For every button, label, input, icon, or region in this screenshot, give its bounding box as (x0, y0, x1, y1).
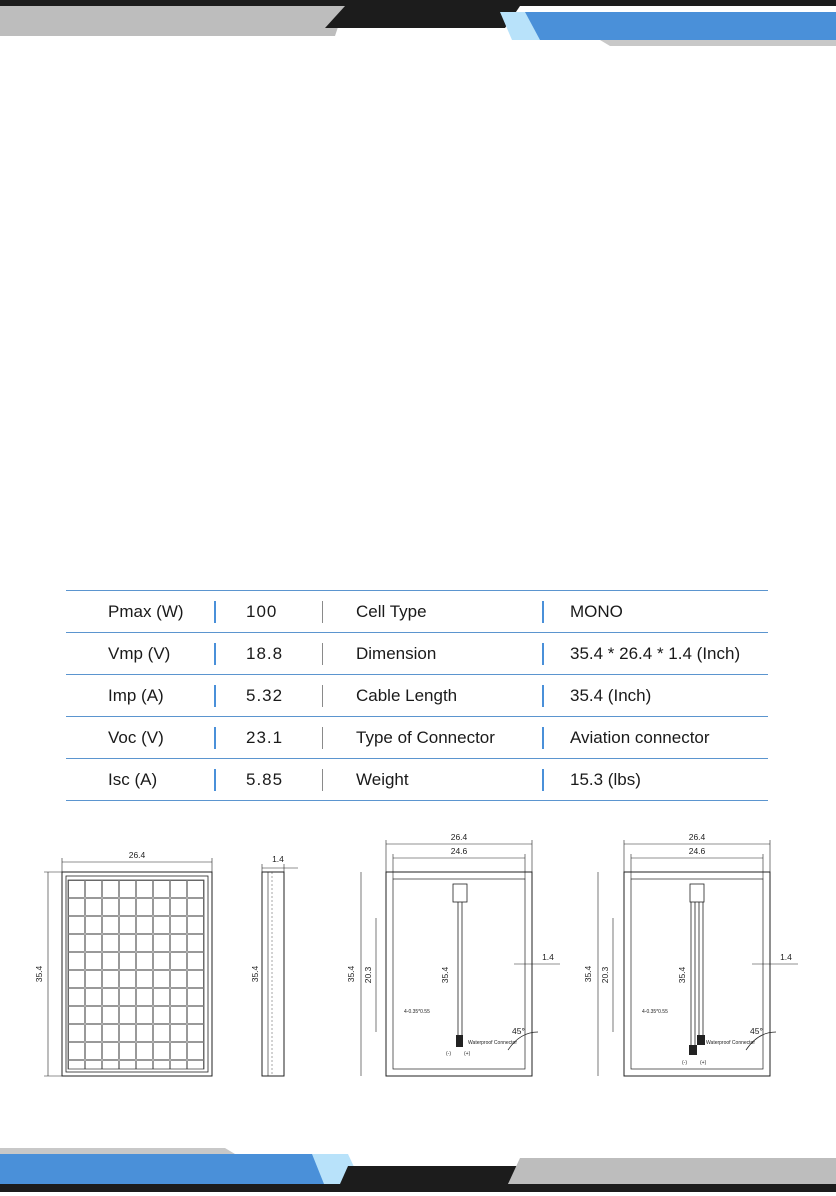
front-view-drawing (34, 850, 212, 1076)
back1-junction-label: Waterproof Connector (468, 1040, 518, 1046)
spec-value: 5.32 (246, 686, 284, 705)
back-view-dual-cable-drawing (583, 832, 798, 1076)
column-divider (214, 601, 216, 623)
spec-label: Pmax (W) (108, 602, 184, 621)
spec-row-voc (66, 716, 768, 758)
column-divider (322, 601, 323, 623)
back1-holes-label: 4-0.35*0.55 (404, 1009, 430, 1015)
back2-hole-span-label: 20.3 (600, 966, 610, 984)
back1-cable-length-label: 35.4 (440, 966, 450, 984)
back1-angle-label: 45° (512, 1026, 525, 1036)
back2-minus-label: (-) (682, 1060, 687, 1066)
back1-minus-label: (-) (446, 1051, 451, 1057)
column-divider (542, 769, 544, 791)
column-divider (542, 601, 544, 623)
spec-label: Imp (A) (108, 686, 164, 705)
back2-angle-label: 45° (750, 1026, 763, 1036)
back2-plus-label: (+) (700, 1060, 707, 1066)
top-decorative-band (0, 0, 836, 50)
spec-value: 15.3 (lbs) (570, 770, 641, 789)
spec-label: Isc (A) (108, 770, 158, 789)
column-divider (214, 727, 216, 749)
technical-drawings (0, 820, 836, 1090)
column-divider (214, 643, 216, 665)
spec-label: Cell Type (356, 602, 427, 621)
bottom-decorative-band (0, 1144, 836, 1196)
back1-plus-label: (+) (464, 1051, 471, 1057)
back1-height-label: 35.4 (346, 965, 356, 983)
column-divider (322, 643, 323, 665)
spec-value: 35.4 * 26.4 * 1.4 (Inch) (570, 644, 741, 663)
column-divider (542, 727, 544, 749)
side-thickness-label: 1.4 (272, 854, 284, 864)
back1-width-label: 26.4 (450, 832, 468, 842)
spec-label: Vmp (V) (108, 644, 171, 663)
column-divider (322, 769, 323, 791)
column-divider (542, 643, 544, 665)
back1-hole-span-label: 20.3 (363, 966, 373, 984)
back2-junction-label: Waterproof Connector (706, 1040, 756, 1046)
side-height-label: 35.4 (250, 965, 260, 983)
column-divider (214, 769, 216, 791)
spec-label: Voc (V) (108, 728, 164, 747)
back1-inner-width-label: 24.6 (450, 846, 468, 856)
spec-label: Type of Connector (356, 728, 495, 747)
spec-row-pmax (66, 590, 768, 632)
spec-value: Aviation connector (570, 728, 710, 747)
front-width-label: 26.4 (128, 850, 146, 860)
spec-value: 35.4 (Inch) (570, 686, 652, 705)
spec-label: Weight (356, 770, 409, 789)
spec-value: 5.85 (246, 770, 284, 789)
spec-value: 100 (246, 602, 278, 621)
spec-table (66, 590, 768, 801)
spec-label: Dimension (356, 644, 437, 663)
spec-value: MONO (570, 602, 623, 621)
column-divider (214, 685, 216, 707)
back2-width-label: 26.4 (688, 832, 706, 842)
column-divider (542, 685, 544, 707)
back2-frame-label: 1.4 (780, 952, 792, 962)
back1-frame-label: 1.4 (542, 952, 554, 962)
back-view-single-cable-drawing (346, 832, 560, 1076)
spec-value: 18.8 (246, 644, 284, 663)
back2-holes-label: 4-0.35*0.55 (642, 1009, 668, 1015)
spec-value: 23.1 (246, 728, 284, 747)
column-divider (322, 727, 323, 749)
column-divider (322, 685, 323, 707)
spec-row-isc (66, 758, 768, 801)
spec-row-imp (66, 674, 768, 716)
back2-inner-width-label: 24.6 (688, 846, 706, 856)
front-height-label: 35.4 (34, 965, 44, 983)
spec-label: Cable Length (356, 686, 458, 705)
side-view-drawing (250, 854, 298, 1076)
back2-height-label: 35.4 (583, 965, 593, 983)
back2-cable-length-label: 35.4 (677, 966, 687, 984)
spec-row-vmp (66, 632, 768, 674)
